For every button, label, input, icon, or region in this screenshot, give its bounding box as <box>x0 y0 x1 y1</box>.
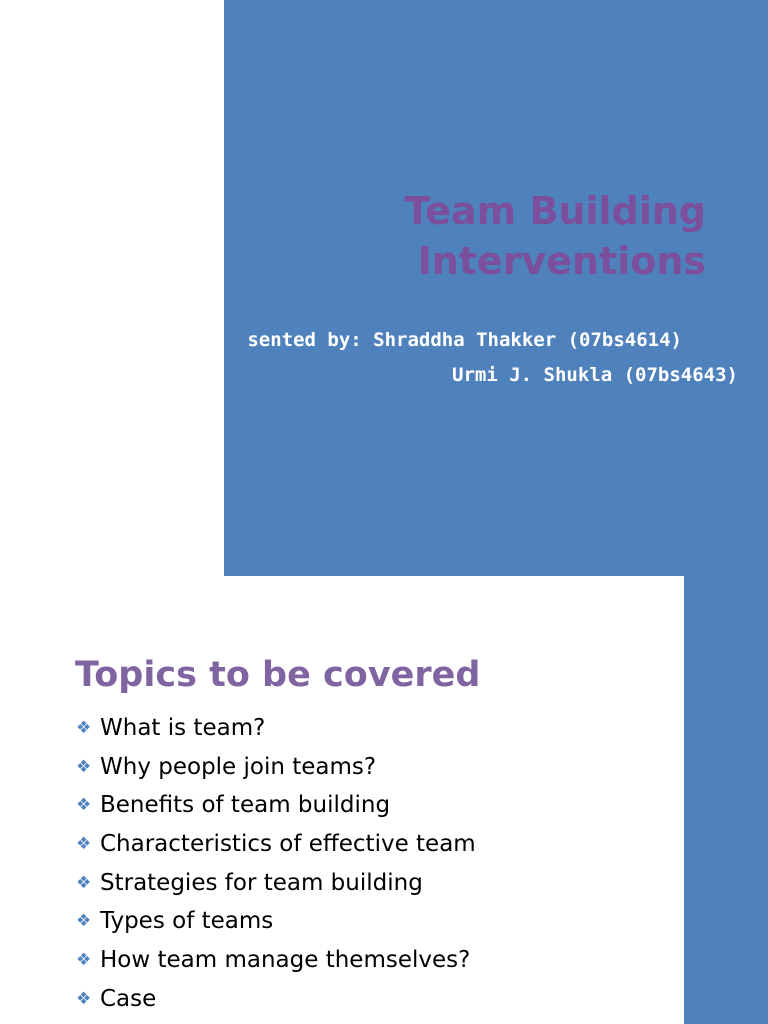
bullet-icon: ❖ <box>76 988 92 1009</box>
list-item <box>76 864 476 903</box>
title-blue-panel <box>224 0 768 576</box>
topic-text: Case <box>100 985 157 1012</box>
title-line-2: Interventions <box>417 239 706 283</box>
list-item <box>76 902 476 941</box>
topic-text: Strategies for team building <box>100 869 423 896</box>
list-item <box>76 980 476 1019</box>
list-item <box>76 941 476 980</box>
list-item <box>76 825 476 864</box>
list-item <box>76 786 476 825</box>
topic-text: Characteristics of effective team <box>100 830 476 857</box>
presentation-title <box>404 186 706 286</box>
bullet-icon: ❖ <box>76 949 92 970</box>
bullet-icon: ❖ <box>76 833 92 854</box>
topics-slide <box>0 576 684 1024</box>
list-item <box>76 748 476 787</box>
title-line-1: Team Building <box>404 189 706 233</box>
topic-text: How team manage themselves? <box>100 946 471 973</box>
topic-text: Benefits of team building <box>100 792 391 819</box>
bullet-icon: ❖ <box>76 717 92 738</box>
bullet-icon: ❖ <box>76 756 92 777</box>
topic-text: Why people join teams? <box>100 753 377 780</box>
bullet-icon: ❖ <box>76 795 92 816</box>
topics-heading: Topics to be covered <box>75 655 481 695</box>
topic-list <box>76 709 476 1019</box>
presenter-line-1: sented by: Shraddha Thakker (07bs4614) <box>247 329 682 351</box>
side-blue-strip <box>684 576 768 1024</box>
list-item <box>76 709 476 748</box>
topic-text: What is team? <box>100 714 266 741</box>
presenter-line-2: Urmi J. Shukla (07bs4643) <box>452 364 738 386</box>
bullet-icon: ❖ <box>76 872 92 893</box>
bullet-icon: ❖ <box>76 911 92 932</box>
topic-text: Types of teams <box>100 908 274 935</box>
